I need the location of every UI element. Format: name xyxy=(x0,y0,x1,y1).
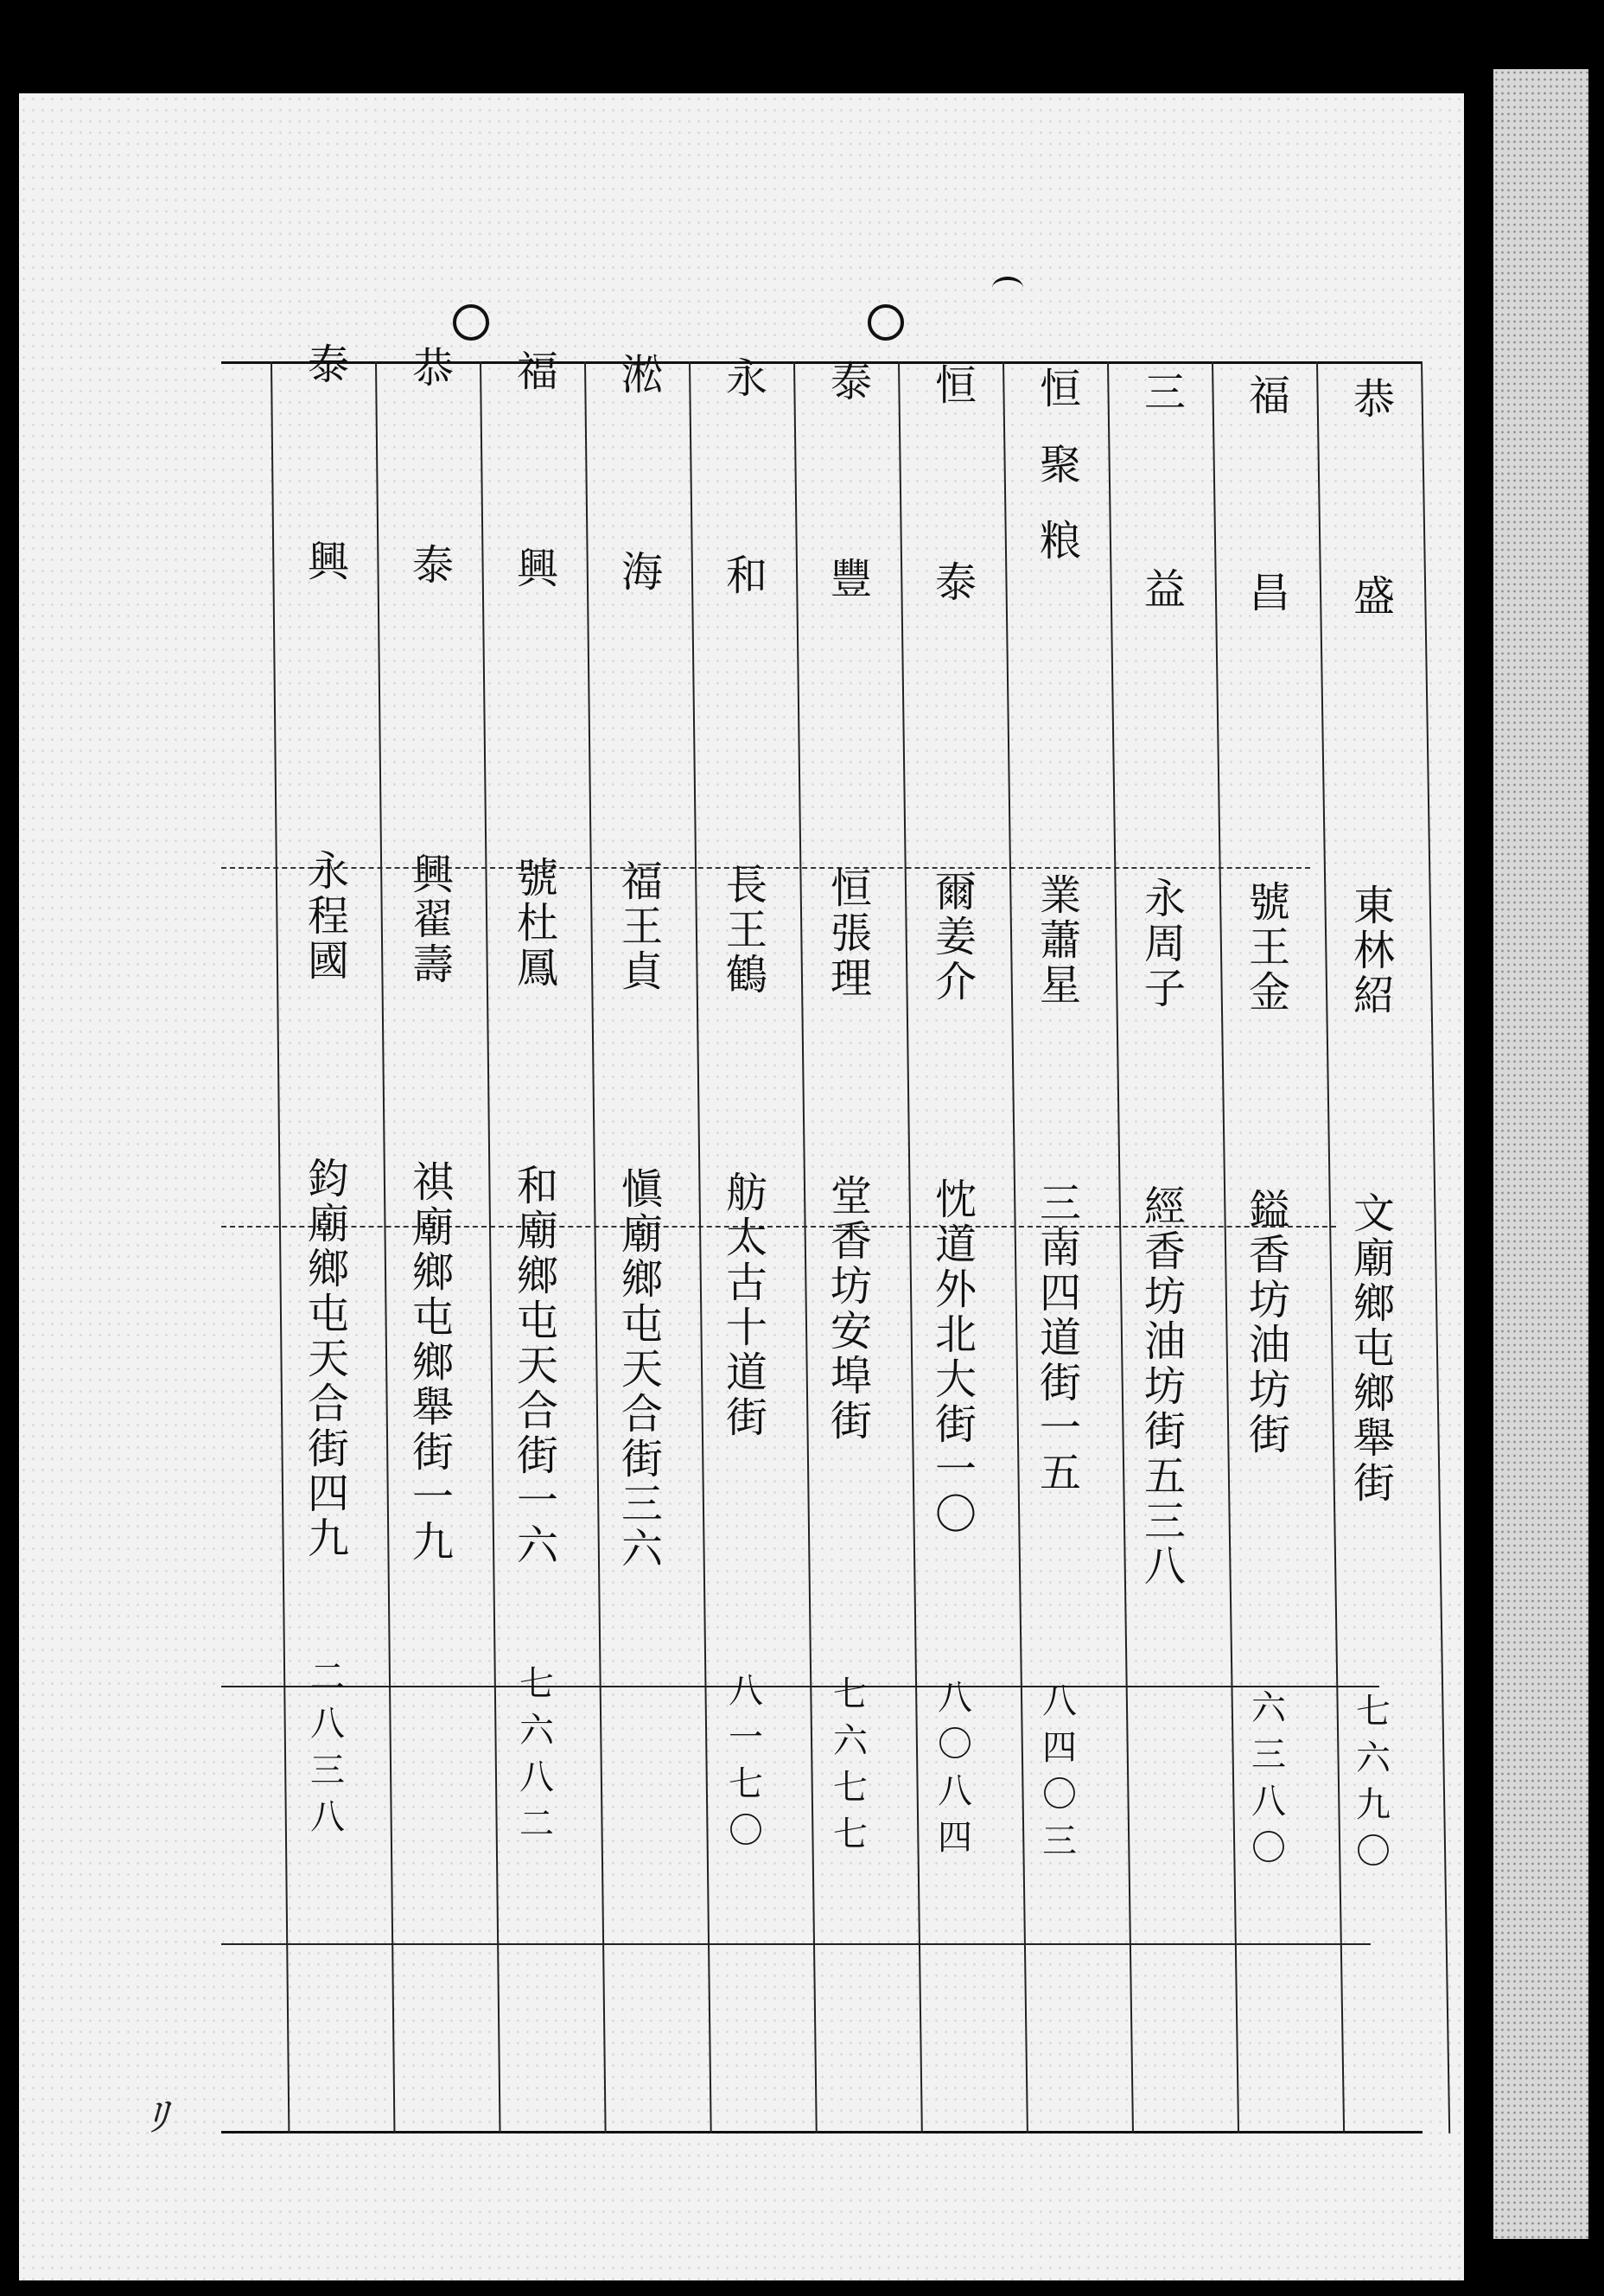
owner-name: 興翟壽 xyxy=(404,852,454,987)
phone-number: 七六九〇 xyxy=(1350,1693,1391,1879)
firm-name: 三益 xyxy=(1136,370,1186,764)
phone-number: 八〇八四 xyxy=(932,1679,972,1866)
owner-name: 永周子 xyxy=(1136,877,1186,1011)
address: 三南四道街一五 xyxy=(1032,1181,1081,1496)
owner-name: 業蕭星 xyxy=(1032,873,1081,1008)
owner-name: 恒張理 xyxy=(823,866,872,1001)
phone-number: 八四〇三 xyxy=(1036,1682,1077,1869)
firm-name: 永和 xyxy=(718,356,767,750)
table-row xyxy=(691,341,795,2113)
phone-number: 二八三八 xyxy=(304,1658,345,1845)
adjacent-page-edge xyxy=(1493,69,1588,2239)
paren-mark xyxy=(992,277,1023,299)
phone-number: 六三八〇 xyxy=(1245,1689,1286,1876)
firm-name: 恒聚粮 xyxy=(1032,367,1081,595)
address: 忱道外北大街一〇 xyxy=(927,1177,977,1537)
owner-name: 爾姜介 xyxy=(927,870,977,1004)
address: 舫太古十道街 xyxy=(718,1170,767,1440)
owner-name: 福王貞 xyxy=(614,859,663,994)
margin-note: ﾘ xyxy=(147,2093,169,2141)
owner-name: 永程國 xyxy=(300,849,349,984)
owner-name: 長王鶴 xyxy=(718,863,767,998)
owner-name: 東林紹 xyxy=(1346,883,1395,1018)
owner-name: 號杜鳳 xyxy=(509,856,558,991)
firm-name: 恭盛 xyxy=(1346,377,1395,771)
table-row xyxy=(1004,351,1109,2123)
firm-name: 福興 xyxy=(509,349,558,743)
phone-number: 七六七七 xyxy=(827,1675,868,1862)
address: 鎰香坊油坊街 xyxy=(1241,1188,1290,1457)
firm-name: 淞海 xyxy=(614,353,663,747)
address: 鈞廟鄉屯天合街四九 xyxy=(300,1157,349,1561)
table-row xyxy=(1109,354,1213,2127)
table-row xyxy=(1318,361,1423,2133)
table-bottom-rule xyxy=(221,2131,1423,2133)
table-row xyxy=(900,348,1004,2120)
address: 文廟鄉屯鄉舉街 xyxy=(1346,1191,1395,1506)
address: 經香坊油坊街五三八 xyxy=(1136,1184,1186,1589)
firm-name: 恒泰 xyxy=(927,363,977,757)
table-row xyxy=(1213,358,1318,2130)
table-row xyxy=(586,337,691,2109)
owner-name: 號王金 xyxy=(1241,880,1290,1015)
register-table xyxy=(221,342,1423,2133)
firm-name: 泰豐 xyxy=(823,360,872,754)
firm-name: 福昌 xyxy=(1241,373,1290,768)
circle-mark xyxy=(868,304,904,341)
address: 愼廟鄉屯天合街三六 xyxy=(614,1167,663,1572)
firm-name: 泰興 xyxy=(300,342,349,737)
address: 和廟鄉屯天合街一六 xyxy=(509,1164,558,1568)
table-row xyxy=(481,334,586,2106)
address: 祺廟鄉屯鄉舉街一九 xyxy=(404,1160,454,1565)
phone-number: 七六八二 xyxy=(513,1665,554,1852)
table-row xyxy=(377,330,481,2102)
address: 堂香坊安埠街 xyxy=(823,1174,872,1444)
firm-name: 恭泰 xyxy=(404,346,454,740)
table-row xyxy=(795,344,900,2116)
table-row xyxy=(272,327,377,2099)
phone-number: 八一七〇 xyxy=(722,1672,763,1859)
